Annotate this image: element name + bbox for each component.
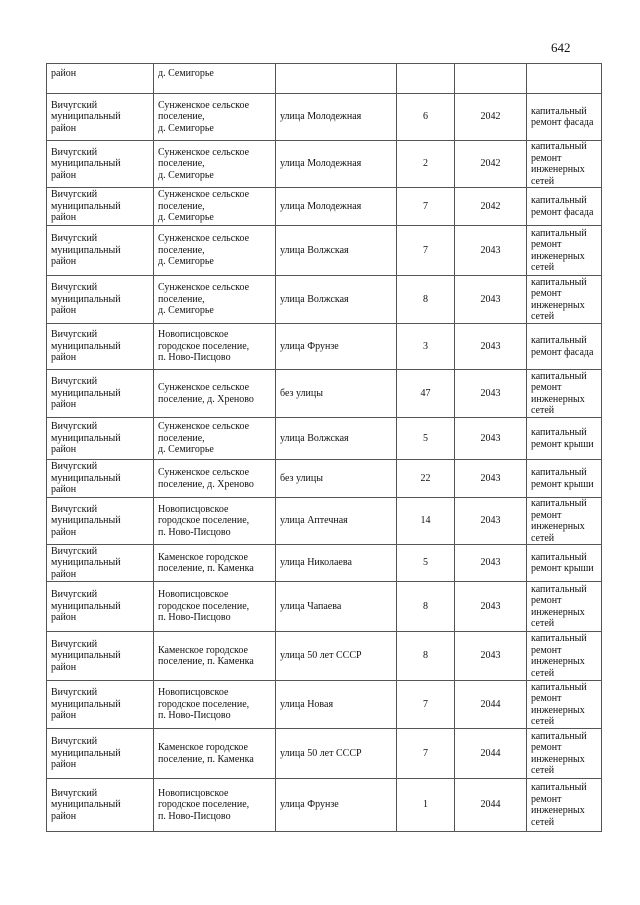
year-cell: 2044 <box>455 779 527 832</box>
street-cell: улица Фрунзе <box>276 324 397 370</box>
year-cell: 2043 <box>455 276 527 324</box>
district-cell: Вичугский муниципальный район <box>47 226 154 276</box>
table-row <box>47 460 602 498</box>
district-cell: Вичугский муниципальный район <box>47 141 154 188</box>
work-type-cell: капитальный ремонт инженерных сетей <box>527 370 602 418</box>
district-cell: Вичугский муниципальный район <box>47 729 154 779</box>
settlement-cell: Новописцовское городское поселение, п. Ново-Писцово <box>154 779 276 832</box>
year-cell: 2043 <box>455 582 527 632</box>
year-cell: 2044 <box>455 729 527 779</box>
house-number-cell: 7 <box>397 729 455 779</box>
table-row <box>47 188 602 226</box>
settlement-cell: Новописцовское городское поселение, п. Ново-Писцово <box>154 324 276 370</box>
work-type-cell: капитальный ремонт крыши <box>527 460 602 498</box>
work-type-cell: капитальный ремонт крыши <box>527 545 602 582</box>
house-number-cell: 14 <box>397 498 455 545</box>
work-type-cell: капитальный ремонт фасада <box>527 324 602 370</box>
settlement-cell: Новописцовское городское поселение, п. Ново-Писцово <box>154 681 276 729</box>
year-cell: 2043 <box>455 370 527 418</box>
year-cell: 2042 <box>455 188 527 226</box>
district-cell: Вичугский муниципальный район <box>47 582 154 632</box>
street-cell: улица 50 лет СССР <box>276 729 397 779</box>
work-type-cell: капитальный ремонт инженерных сетей <box>527 582 602 632</box>
house-number-cell: 8 <box>397 632 455 681</box>
year-cell: 2042 <box>455 141 527 188</box>
work-type-cell: капитальный ремонт инженерных сетей <box>527 498 602 545</box>
street-cell: улица Аптечная <box>276 498 397 545</box>
settlement-cell: Сунженское сельское поселение, д. Семигорье <box>154 226 276 276</box>
work-type-cell: капитальный ремонт инженерных сетей <box>527 141 602 188</box>
house-number-cell: 5 <box>397 418 455 460</box>
settlement-cell: Сунженское сельское поселение, д. Хреново <box>154 370 276 418</box>
street-cell: без улицы <box>276 370 397 418</box>
street-cell: улица Фрунзе <box>276 779 397 832</box>
table-row <box>47 498 602 545</box>
district-cell: Вичугский муниципальный район <box>47 545 154 582</box>
house-cell <box>397 64 455 94</box>
work-type-cell: капитальный ремонт инженерных сетей <box>527 632 602 681</box>
settlement-cell: Каменское городское поселение, п. Каменка <box>154 729 276 779</box>
work-type-cell: капитальный ремонт инженерных сетей <box>527 226 602 276</box>
house-number-cell: 6 <box>397 94 455 141</box>
settlement-cell: Сунженское сельское поселение, д. Семигорье <box>154 94 276 141</box>
district-cell: Вичугский муниципальный район <box>47 370 154 418</box>
house-number-cell: 8 <box>397 582 455 632</box>
house-number-cell: 2 <box>397 141 455 188</box>
year-cell: 2043 <box>455 460 527 498</box>
table-row <box>47 94 602 141</box>
work-type-cell: капитальный ремонт инженерных сетей <box>527 276 602 324</box>
district-cell: Вичугский муниципальный район <box>47 324 154 370</box>
year-cell: 2043 <box>455 498 527 545</box>
house-number-cell: 7 <box>397 226 455 276</box>
street-cell <box>276 64 397 94</box>
year-cell: 2043 <box>455 324 527 370</box>
work-type-cell: капитальный ремонт крыши <box>527 418 602 460</box>
table-row <box>47 779 602 832</box>
district-cell: Вичугский муниципальный район <box>47 498 154 545</box>
table-row <box>47 226 602 276</box>
district-cell: Вичугский муниципальный район <box>47 94 154 141</box>
settlement-cell: Сунженское сельское поселение, д. Семигорье <box>154 141 276 188</box>
street-cell: улица Чапаева <box>276 582 397 632</box>
table-row <box>47 370 602 418</box>
year-cell <box>455 64 527 94</box>
street-cell: улица Волжская <box>276 418 397 460</box>
table-row <box>47 681 602 729</box>
district-cell: Вичугский муниципальный район <box>47 276 154 324</box>
work-type-cell: капитальный ремонт инженерных сетей <box>527 729 602 779</box>
work-type-cell: капитальный ремонт фасада <box>527 188 602 226</box>
house-number-cell: 7 <box>397 188 455 226</box>
work-type-cell: капитальный ремонт фасада <box>527 94 602 141</box>
work-cell <box>527 64 602 94</box>
table-row <box>47 729 602 779</box>
year-cell: 2043 <box>455 632 527 681</box>
street-cell: без улицы <box>276 460 397 498</box>
district-cell: Вичугский муниципальный район <box>47 632 154 681</box>
house-number-cell: 22 <box>397 460 455 498</box>
street-cell: улица Николаева <box>276 545 397 582</box>
table-row-continued <box>47 64 602 94</box>
table-row <box>47 582 602 632</box>
house-number-cell: 3 <box>397 324 455 370</box>
table-row <box>47 545 602 582</box>
repair-schedule-table <box>46 63 602 832</box>
settlement-cell: Новописцовское городское поселение, п. Ново-Писцово <box>154 582 276 632</box>
district-cell: Вичугский муниципальный район <box>47 681 154 729</box>
house-number-cell: 47 <box>397 370 455 418</box>
district-cell: Вичугский муниципальный район <box>47 418 154 460</box>
table-row <box>47 276 602 324</box>
page-number: 642 <box>551 40 571 55</box>
street-cell: улица Молодежная <box>276 188 397 226</box>
work-type-cell: капитальный ремонт инженерных сетей <box>527 681 602 729</box>
district-cell: Вичугский муниципальный район <box>47 460 154 498</box>
house-number-cell: 5 <box>397 545 455 582</box>
settlement-cell: д. Семигорье <box>154 64 276 94</box>
table-row <box>47 324 602 370</box>
house-number-cell: 8 <box>397 276 455 324</box>
year-cell: 2043 <box>455 418 527 460</box>
street-cell: улица Новая <box>276 681 397 729</box>
settlement-cell: Каменское городское поселение, п. Каменка <box>154 545 276 582</box>
settlement-cell: Сунженское сельское поселение, д. Семигорье <box>154 188 276 226</box>
settlement-cell: Сунженское сельское поселение, д. Семигорье <box>154 276 276 324</box>
street-cell: улица 50 лет СССР <box>276 632 397 681</box>
street-cell: улица Молодежная <box>276 141 397 188</box>
table-row <box>47 141 602 188</box>
street-cell: улица Молодежная <box>276 94 397 141</box>
settlement-cell: Каменское городское поселение, п. Каменка <box>154 632 276 681</box>
district-cell: Вичугский муниципальный район <box>47 188 154 226</box>
year-cell: 2042 <box>455 94 527 141</box>
year-cell: 2043 <box>455 226 527 276</box>
street-cell: улица Волжская <box>276 276 397 324</box>
table-row <box>47 418 602 460</box>
settlement-cell: Сунженское сельское поселение, д. Хреново <box>154 460 276 498</box>
table-row <box>47 632 602 681</box>
year-cell: 2043 <box>455 545 527 582</box>
district-cell: Вичугский муниципальный район <box>47 779 154 832</box>
house-number-cell: 7 <box>397 681 455 729</box>
district-cell: район <box>47 64 154 94</box>
year-cell: 2044 <box>455 681 527 729</box>
work-type-cell: капитальный ремонт инженерных сетей <box>527 779 602 832</box>
settlement-cell: Сунженское сельское поселение, д. Семигорье <box>154 418 276 460</box>
house-number-cell: 1 <box>397 779 455 832</box>
street-cell: улица Волжская <box>276 226 397 276</box>
settlement-cell: Новописцовское городское поселение, п. Ново-Писцово <box>154 498 276 545</box>
